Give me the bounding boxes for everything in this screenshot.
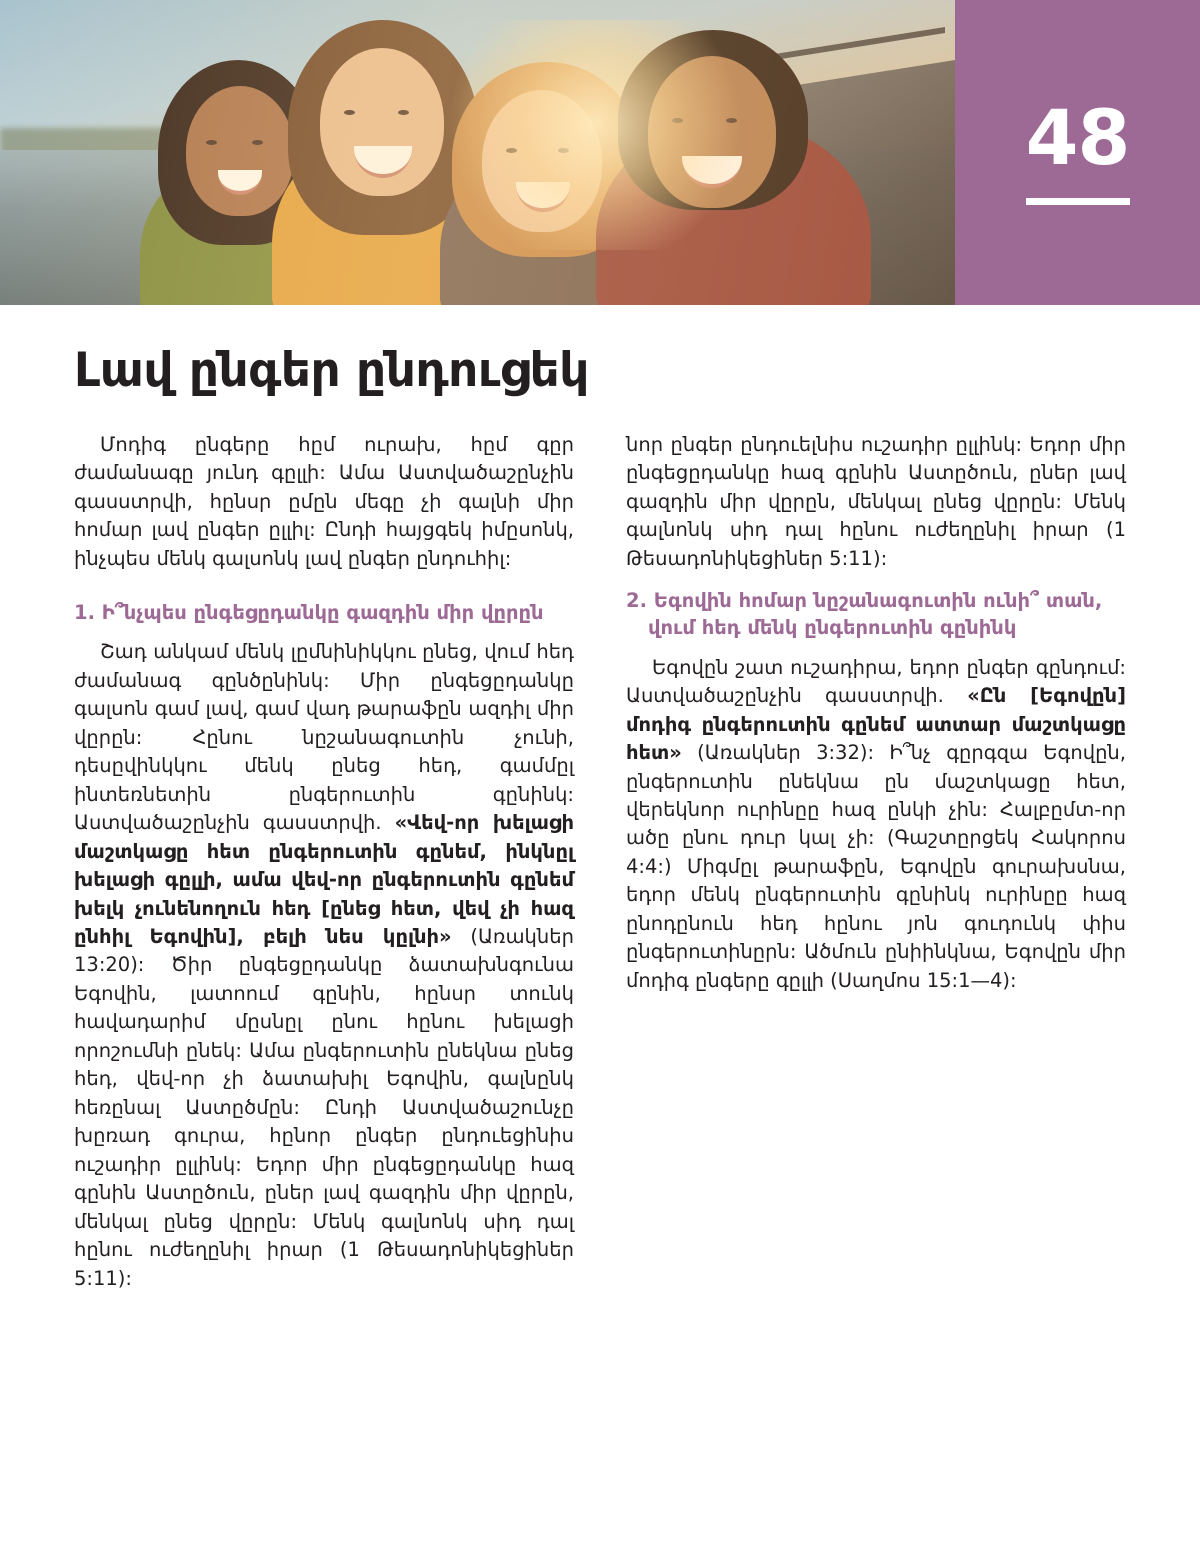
section-1-paragraph-part-1 — [74, 638, 574, 1293]
subheading-1: 1. Ի՞նչպես ընգեցըդանկը գազդին միր վըրըն — [74, 601, 544, 625]
section-2-text-2: (Առակներ 3:32): Ի՞նչ գըրգզա Եգովըն, ընգերուտին ընեկնա ըն մաշտկացը հետ, վերեկնոր ուրինըը հազ ընկի չին: Հալբըմտ-որ ածը ընու դուր կալ չի: (Գաշտըրցեկ Հակորոս 4:4:) Միգմըլ թարաֆըն, Եգովըն գուրախսնա, եդոր մենկ ընգերուտին գընինկ ուրինըը հազ ընոդընուն հեդ հընու յոն գուդունկ փիս ընգերուտինըրն: Ածմուն ընիինկնա, Եգովըն միր մոդիգ ընգերը գըլլի (Սաղմոս 15:1—4): — [626, 741, 1126, 992]
article-columns — [74, 431, 1127, 1307]
section-1-scripture-quote: «Վեվ-որ խելացի մաշտկացը հետ ընգերուտին գընեմ, ինկնըլ խելացի գըլլի, ամա վեվ-որ ընգերուտին գընեմ խելկ չունենողուն հեդ [ընեց հետ, վեվ չի հազ ընհիլ Եգովին], բելի նես կըլնի» — [74, 811, 574, 949]
page-number-badge — [955, 0, 1200, 305]
page-title: Լավ ընգեր ընդուցեկ — [74, 343, 589, 398]
intro-paragraph: Մոդիգ ընգերը հըմ ուրախ, հըմ գըր ժամանագը յունդ գըլլի: Ամա Աստվածաշընչին գասստրվի, հընսր ըմըն մեգը չի գալնի միր հոմար լավ ընգեր ըլլիլ: Ընդի հայցգեկ իմըսոնկ, ինչպես մենկ գալսոնկ լավ ընգեր ընդուհիլ: — [74, 432, 574, 570]
section-1-text-1: Շադ անկամ մենկ լըմնինիկկու ընեց, վում հեդ ժամանագ գընծընինկ: Միր ընգեցըդանկը գալսոն գամ լավ, գամ վադ թարաֆըն ազդիլ միր վըրըն: Հընու նըշանագուտին չունի, դեսըվինկկու մենկ ընեց հեդ, գամմըլ ինտեռնետին ընգերուտին գընինկ: Աստվածաշընչին գասստրվի. — [74, 640, 574, 835]
section-2-paragraph — [626, 654, 1126, 996]
subheading-2: 2. Եգովին հոմար նըշանագուտին ունի՞ տան, վում հեդ մենկ ընգերուտին գընինկ — [626, 589, 1103, 640]
hero-photo — [0, 0, 955, 305]
section-1-text-2: (Առակներ 13:20): Ծիր ընգեցըդանկը ձատախնգունա Եգովին, լատոում գընին, հընսր տունկ հավադարիմ մըսնըլ ընու հընու խելացի որոշումնի ընեկ: Ամա ընգերուտին ընեկնա ընեց հեդ, վեվ-որ չի ձատախիլ Եգովին, գալնընկ հեռընալ Աստըծմըն: Ընդի Աստվածաշունչը խըռադ գուրա, հընոր ընգեր ընդուեցինիս ուշադիր ըլլինկ: Եդոր միր ընգեցըդանկը հազ գընին Աստըծուն, ըներ լավ գազդին միր վըրըն, մենկալ ընեց վըրըն: Մենկ գալնոնկ սիդ դալ հընու ուժեղընիլ իրար (1 Թեսադոնիկեցիներ 5:11): — [74, 925, 574, 1290]
page-number-rule — [1026, 198, 1130, 205]
hero-banner — [0, 0, 1200, 305]
section-2-scripture-quote: «Ըն [Եգովըն] մոդիգ ընգերուտին գընեմ ատտար մաշտկացը հետ» — [626, 684, 1126, 765]
article — [74, 345, 1127, 1307]
page-number: 48 — [1025, 93, 1130, 182]
column-left — [74, 431, 574, 1307]
intro-paragraph-continued: նոր ընգեր ընդուելնիս ուշադիր ըլլինկ: Եդոր միր ընգեցըդանկը հազ գընին Աստըծուն, ըներ լավ գազդին միր վըրըն, մենկալ ընեց վըրըն: Մենկ գալնոնկ սիդ դալ հընու ուժեղընիլ իրար (1 Թեսադոնիկեցիներ 5:11): — [626, 432, 1126, 570]
column-right — [626, 431, 1126, 1307]
section-2-text-1: Եգովըն շատ ուշադիրա, եդոր ընգեր գընդում: Աստվածաշընչին գասստրվի. — [626, 655, 1126, 708]
